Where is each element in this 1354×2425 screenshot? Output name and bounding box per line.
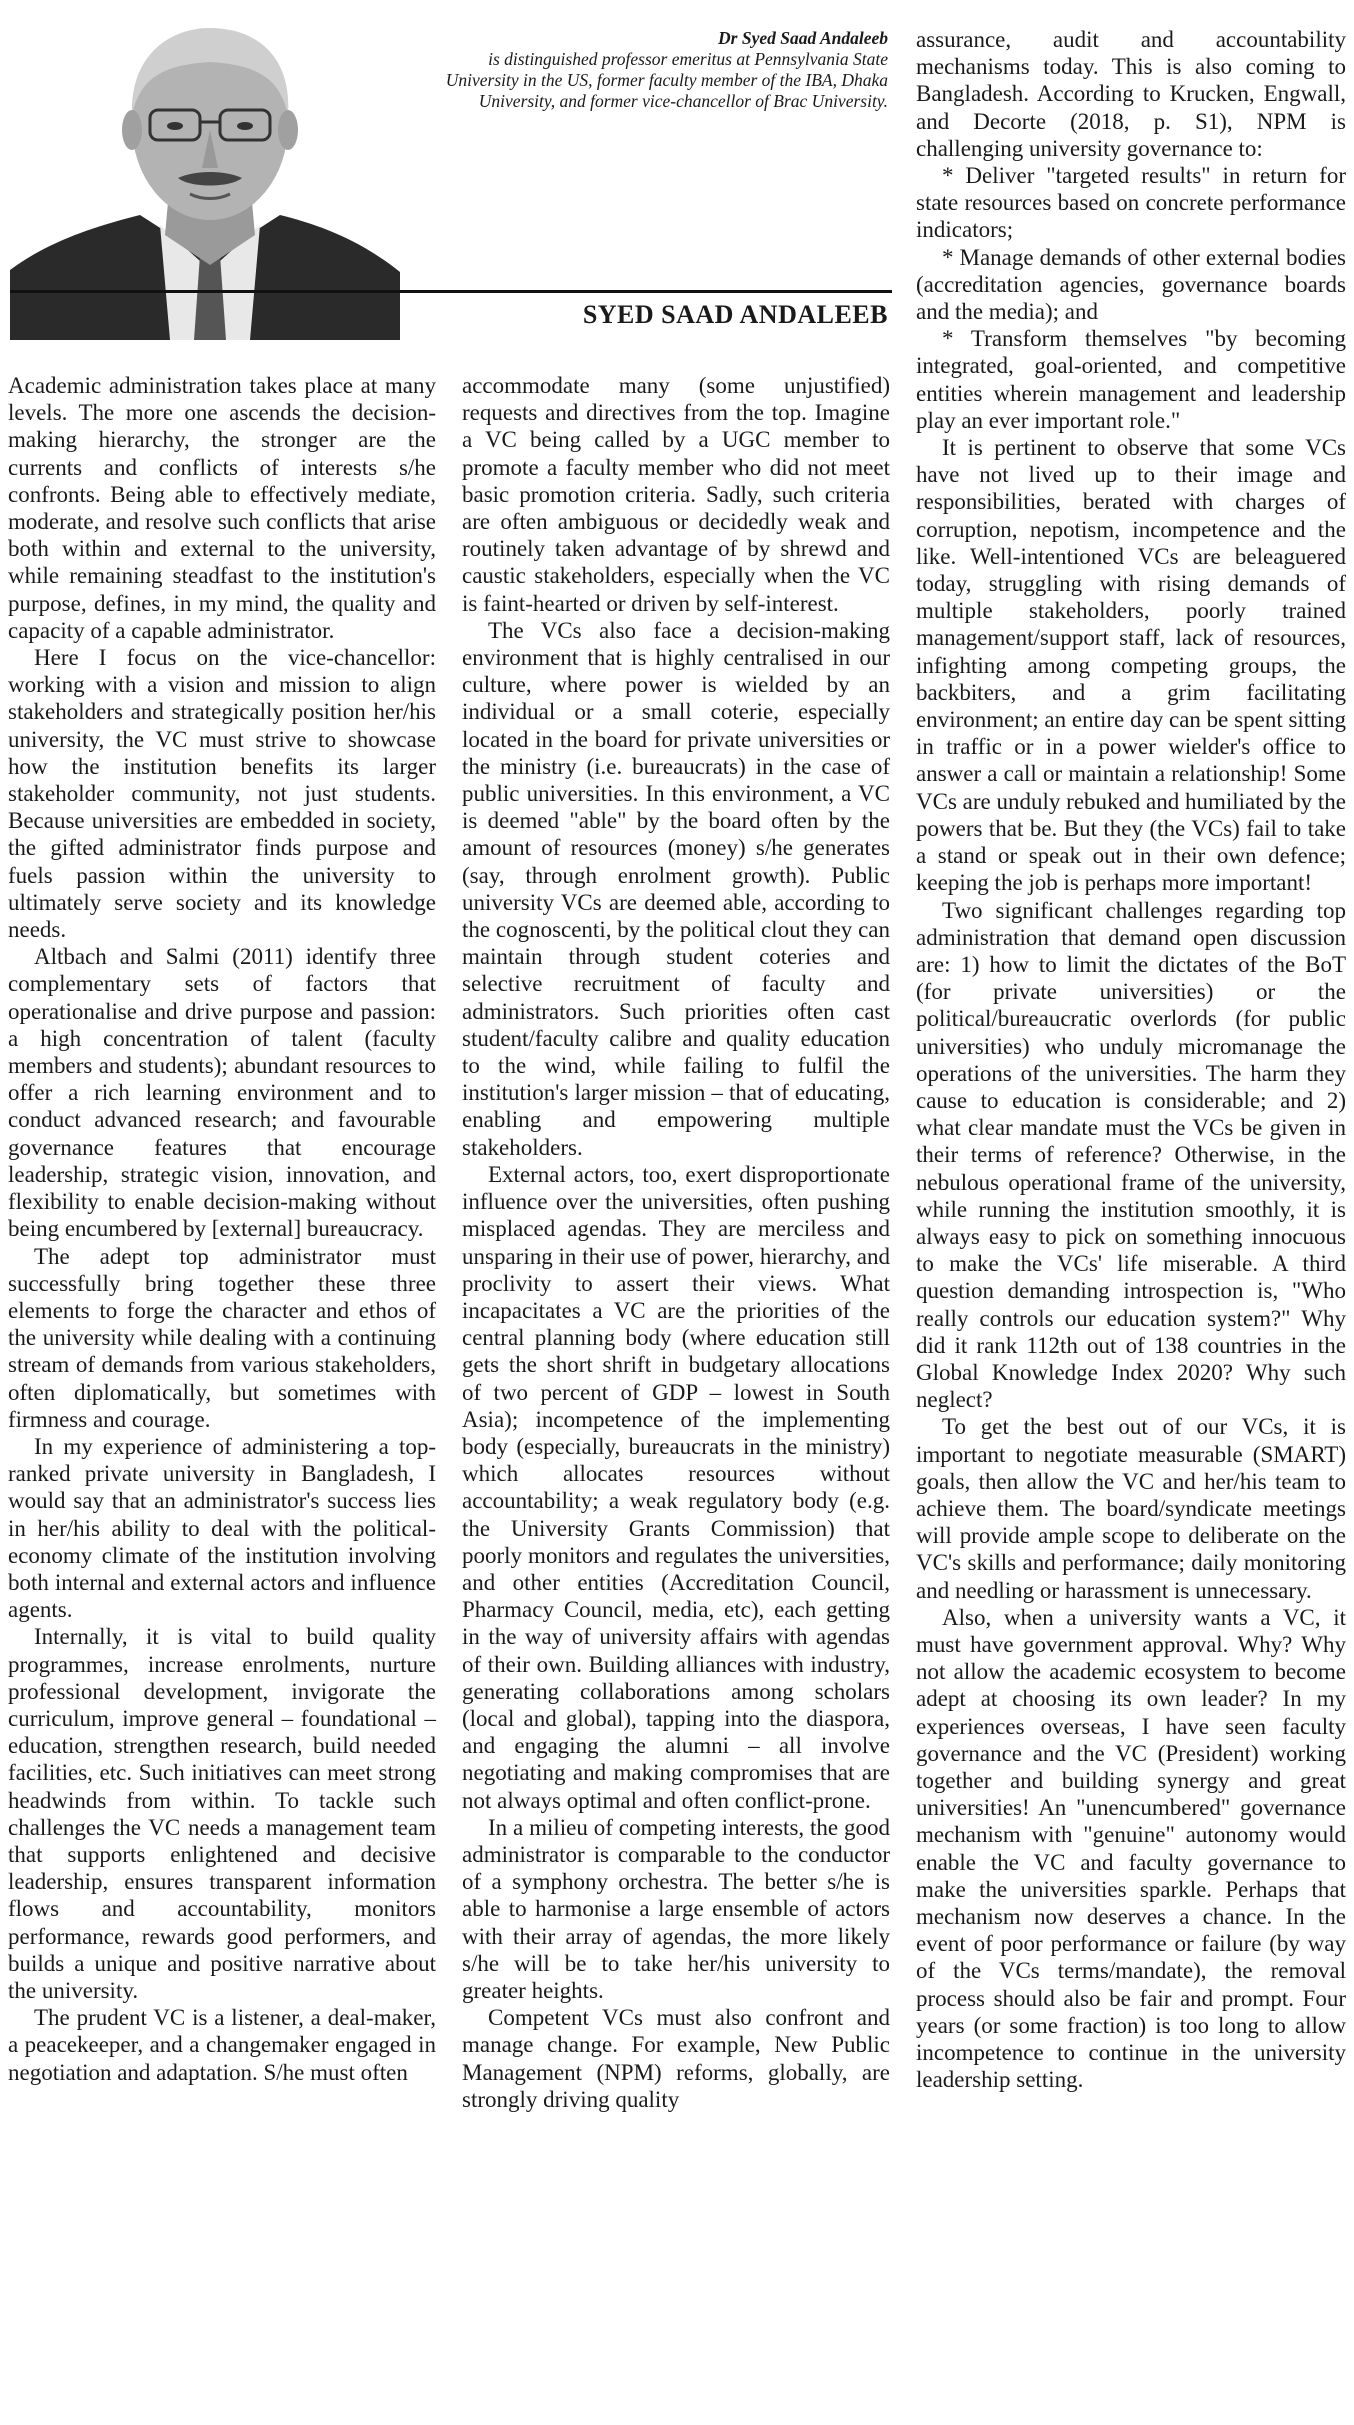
paragraph: Also, when a university wants a VC, it must have government approval. Why? Why not allow the academic ecosystem to become adept at choosing its own leader? In my experiences overseas, I have seen faculty governance and the VC (President) working together and building synergy and great universities! An "unencumbered" governance mechanism with "genuine" autonomy would enable the VC and faculty governance to make the universities sparkle. Perhaps that mechanism now deserves a chance. In the event of poor performance or failure (by way of the VCs terms/mandate), the removal process should also be fair and prompt. Four years (or some fraction) is too long to allow incompetence to continue in the university leadership setting. — [916, 1604, 1346, 2093]
author-bio-block — [420, 28, 888, 112]
paragraph: Academic administration takes place at many levels. The more one ascends the decision-making hierarchy, the stronger are the currents and conflicts of interests s/he confronts. Being able to effectively mediate, moderate, and resolve such conflicts that arise both within and external to the university, while remaining steadfast to the institution's purpose, defines, in my mind, the quality and capacity of a capable administrator. — [8, 373, 436, 643]
paragraph: To get the best out of our VCs, it is important to negotiate measurable (SMART) goals, then allow the VC and her/his team to achieve them. The board/syndicate meetings will provide ample scope to deliberate on the VC's skills and performance; daily monitoring and needling or harassment is unnecessary. — [916, 1414, 1346, 1603]
paragraph: Competent VCs must also confront and manage change. For example, New Public Management (NPM) reforms, globally, are strongly driving quality — [462, 2005, 890, 2112]
paragraph: External actors, too, exert disproportionate influence over the universities, often pushing misplaced agendas. They are merciless and unsparing in their use of power, hierarchy, and proclivity to assert their views. What incapacitates a VC are the priorities of the central planning body (where education still gets the short shrift in budgetary allocations of two percent of GDP – lowest in South Asia); incompetence of the implementing body (especially, bureaucrats in the ministry) which allocates resources without accountability; a weak regulatory body (e.g. the University Grants Commission) that poorly monitors and regulates the universities, and other entities (Accreditation Council, Pharmacy Council, media, etc), each getting in the way of university affairs with agendas of their own. Building alliances with industry, generating collaborations among scholars (local and global), tapping into the diaspora, and engaging the alumni – all involve negotiating and making compromises that are not always optimal and often conflict-prone. — [462, 1161, 890, 1813]
author-name: Dr Syed Saad Andaleeb — [718, 28, 888, 48]
paragraph: In my experience of administering a top-ranked private university in Bangladesh, I would say that an administrator's success lies in her/his ability to deal with the political-economy climate of the institution involving both internal and external actors and influence agents. — [8, 1433, 436, 1623]
column-3 — [916, 26, 1346, 2093]
paragraph: It is pertinent to observe that some VCs have not lived up to their image and responsibilities, berated with charges of corruption, nepotism, incompetence and the like. Well-intentioned VCs are beleaguered today, struggling with rising demands of multiple stakeholders, poorly trained management/support staff, lack of resources, infighting among competing groups, the backbiters, and a grim facilitating environment; an entire day can be spent sitting in traffic or in a power wielder's office to answer a call or maintain a relationship! Some VCs are unduly rebuked and humiliated by the powers that be. But they (the VCs) fail to take a stand or speak out in their own defence; keeping the job is perhaps more important! — [916, 435, 1346, 896]
bullet-item: * Deliver "targeted results" in return for state resources based on concrete performance indicators; — [916, 163, 1346, 243]
paragraph: The VCs also face a decision-making environment that is highly centralised in our culture, where power is wielded by an individual or a small coterie, especially located in the board for private universities or the ministry (i.e. bureaucrats) in the case of public universities. In this environment, a VC is deemed "able" by the board often by the amount of resources (money) s/he generates (say, through enrolment growth). Public university VCs are deemed able, according to the cognoscenti, by the political clout they can maintain through student coteries and selective recruitment of faculty and administrators. Such priorities often cast student/faculty calibre and quality education to the wind, while failing to fulfil the institution's larger mission – that of educating, enabling and empowering multiple stakeholders. — [462, 617, 890, 1160]
header-rule — [10, 290, 892, 293]
paragraph: The prudent VC is a listener, a deal-maker, a peacekeeper, and a changemaker engaged in negotiation and adaptation. S/he must often — [8, 2005, 436, 2085]
paragraph: accommodate many (some unjustified) requests and directives from the top. Imagine a VC being called by a UGC member to promote a faculty member who did not meet basic promotion criteria. Sadly, such criteria are often ambiguous or decidedly weak and routinely taken advantage of by shrewd and caustic stakeholders, especially when the VC is faint-hearted or driven by self-interest. — [462, 373, 890, 616]
author-byline: SYED SAAD ANDALEEB — [582, 300, 888, 329]
bullet-item: * Transform themselves "by becoming integrated, goal-oriented, and competitive entities wherein management and leadership play an ever important role." — [916, 326, 1346, 433]
bullet-item: * Manage demands of other external bodies (accreditation agencies, governance boards and the media); and — [916, 244, 1346, 325]
paragraph: Internally, it is vital to build quality programmes, increase enrolments, nurture professional development, invigorate the curriculum, improve general – foundational – education, strengthen research, build needed facilities, etc. Such initiatives can meet strong headwinds from within. To tackle such challenges the VC needs a management team that supports enlightened and decisive leadership, ensures transparent information flows and accountability, monitors performance, rewards good performers, and builds a unique and positive narrative about the university. — [8, 1624, 436, 2003]
paragraph: Here I focus on the vice-chancellor: working with a vision and mission to align stakeholders and strategically position her/his university, the VC must strive to showcase how the institution benefits its larger stakeholder community, not just students. Because universities are embedded in society, the gifted administrator finds purpose and fuels passion within the university to ultimately serve society and its knowledge needs. — [8, 645, 436, 943]
paragraph: assurance, audit and accountability mechanisms today. This is also coming to Bangladesh. According to Krucken, Engwall, and Decorte (2018, p. S1), NPM is challenging university governance to: — [916, 27, 1346, 161]
author-bio: is distinguished professor emeritus at Pennsylvania State University in the US, former faculty member of the IBA, Dhaka University, and former vice-chancellor of Brac University. — [445, 49, 888, 111]
paragraph: Two significant challenges regarding top administration that demand open discussion are: 1) how to limit the dictates of the BoT (for private universities) or the political/bureaucratic overlords (for public universities) who unduly micromanage the operations of the universities. The harm they cause to education is considerable; and 2) what clear mandate must the VCs be given in their terms of reference? Otherwise, in the nebulous operational frame of the university, while running the institution smoothly, it is always easy to pick on something innocuous to make the VCs' life miserable. A third question demanding introspection is, "Who really controls our education system?" Why did it rank 112th out of 138 countries in the Global Knowledge Index 2020? Why such neglect? — [916, 897, 1346, 1413]
paragraph: Altbach and Salmi (2011) identify three complementary sets of factors that operationalise and drive purpose and passion: a high concentration of talent (faculty members and students); abundant resources to offer a rich learning environment and to conduct advanced research; and favourable governance features that encourage leadership, strategic vision, innovation, and flexibility to enable decision-making without being encumbered by [external] bureaucracy. — [8, 944, 436, 1242]
paragraph: The adept top administrator must successfully bring together these three elements to forge the character and ethos of the university while dealing with a continuing stream of demands from various stakeholders, often diplomatically, but sometimes with firmness and courage. — [8, 1243, 436, 1432]
column-2 — [462, 372, 890, 2113]
column-1 — [8, 372, 436, 2086]
paragraph: In a milieu of competing interests, the good administrator is comparable to the conductor of a symphony orchestra. The better s/he is able to harmonise a large ensemble of actors with their array of agendas, the more likely s/he will be to take her/his university to greater heights. — [462, 1814, 890, 2003]
